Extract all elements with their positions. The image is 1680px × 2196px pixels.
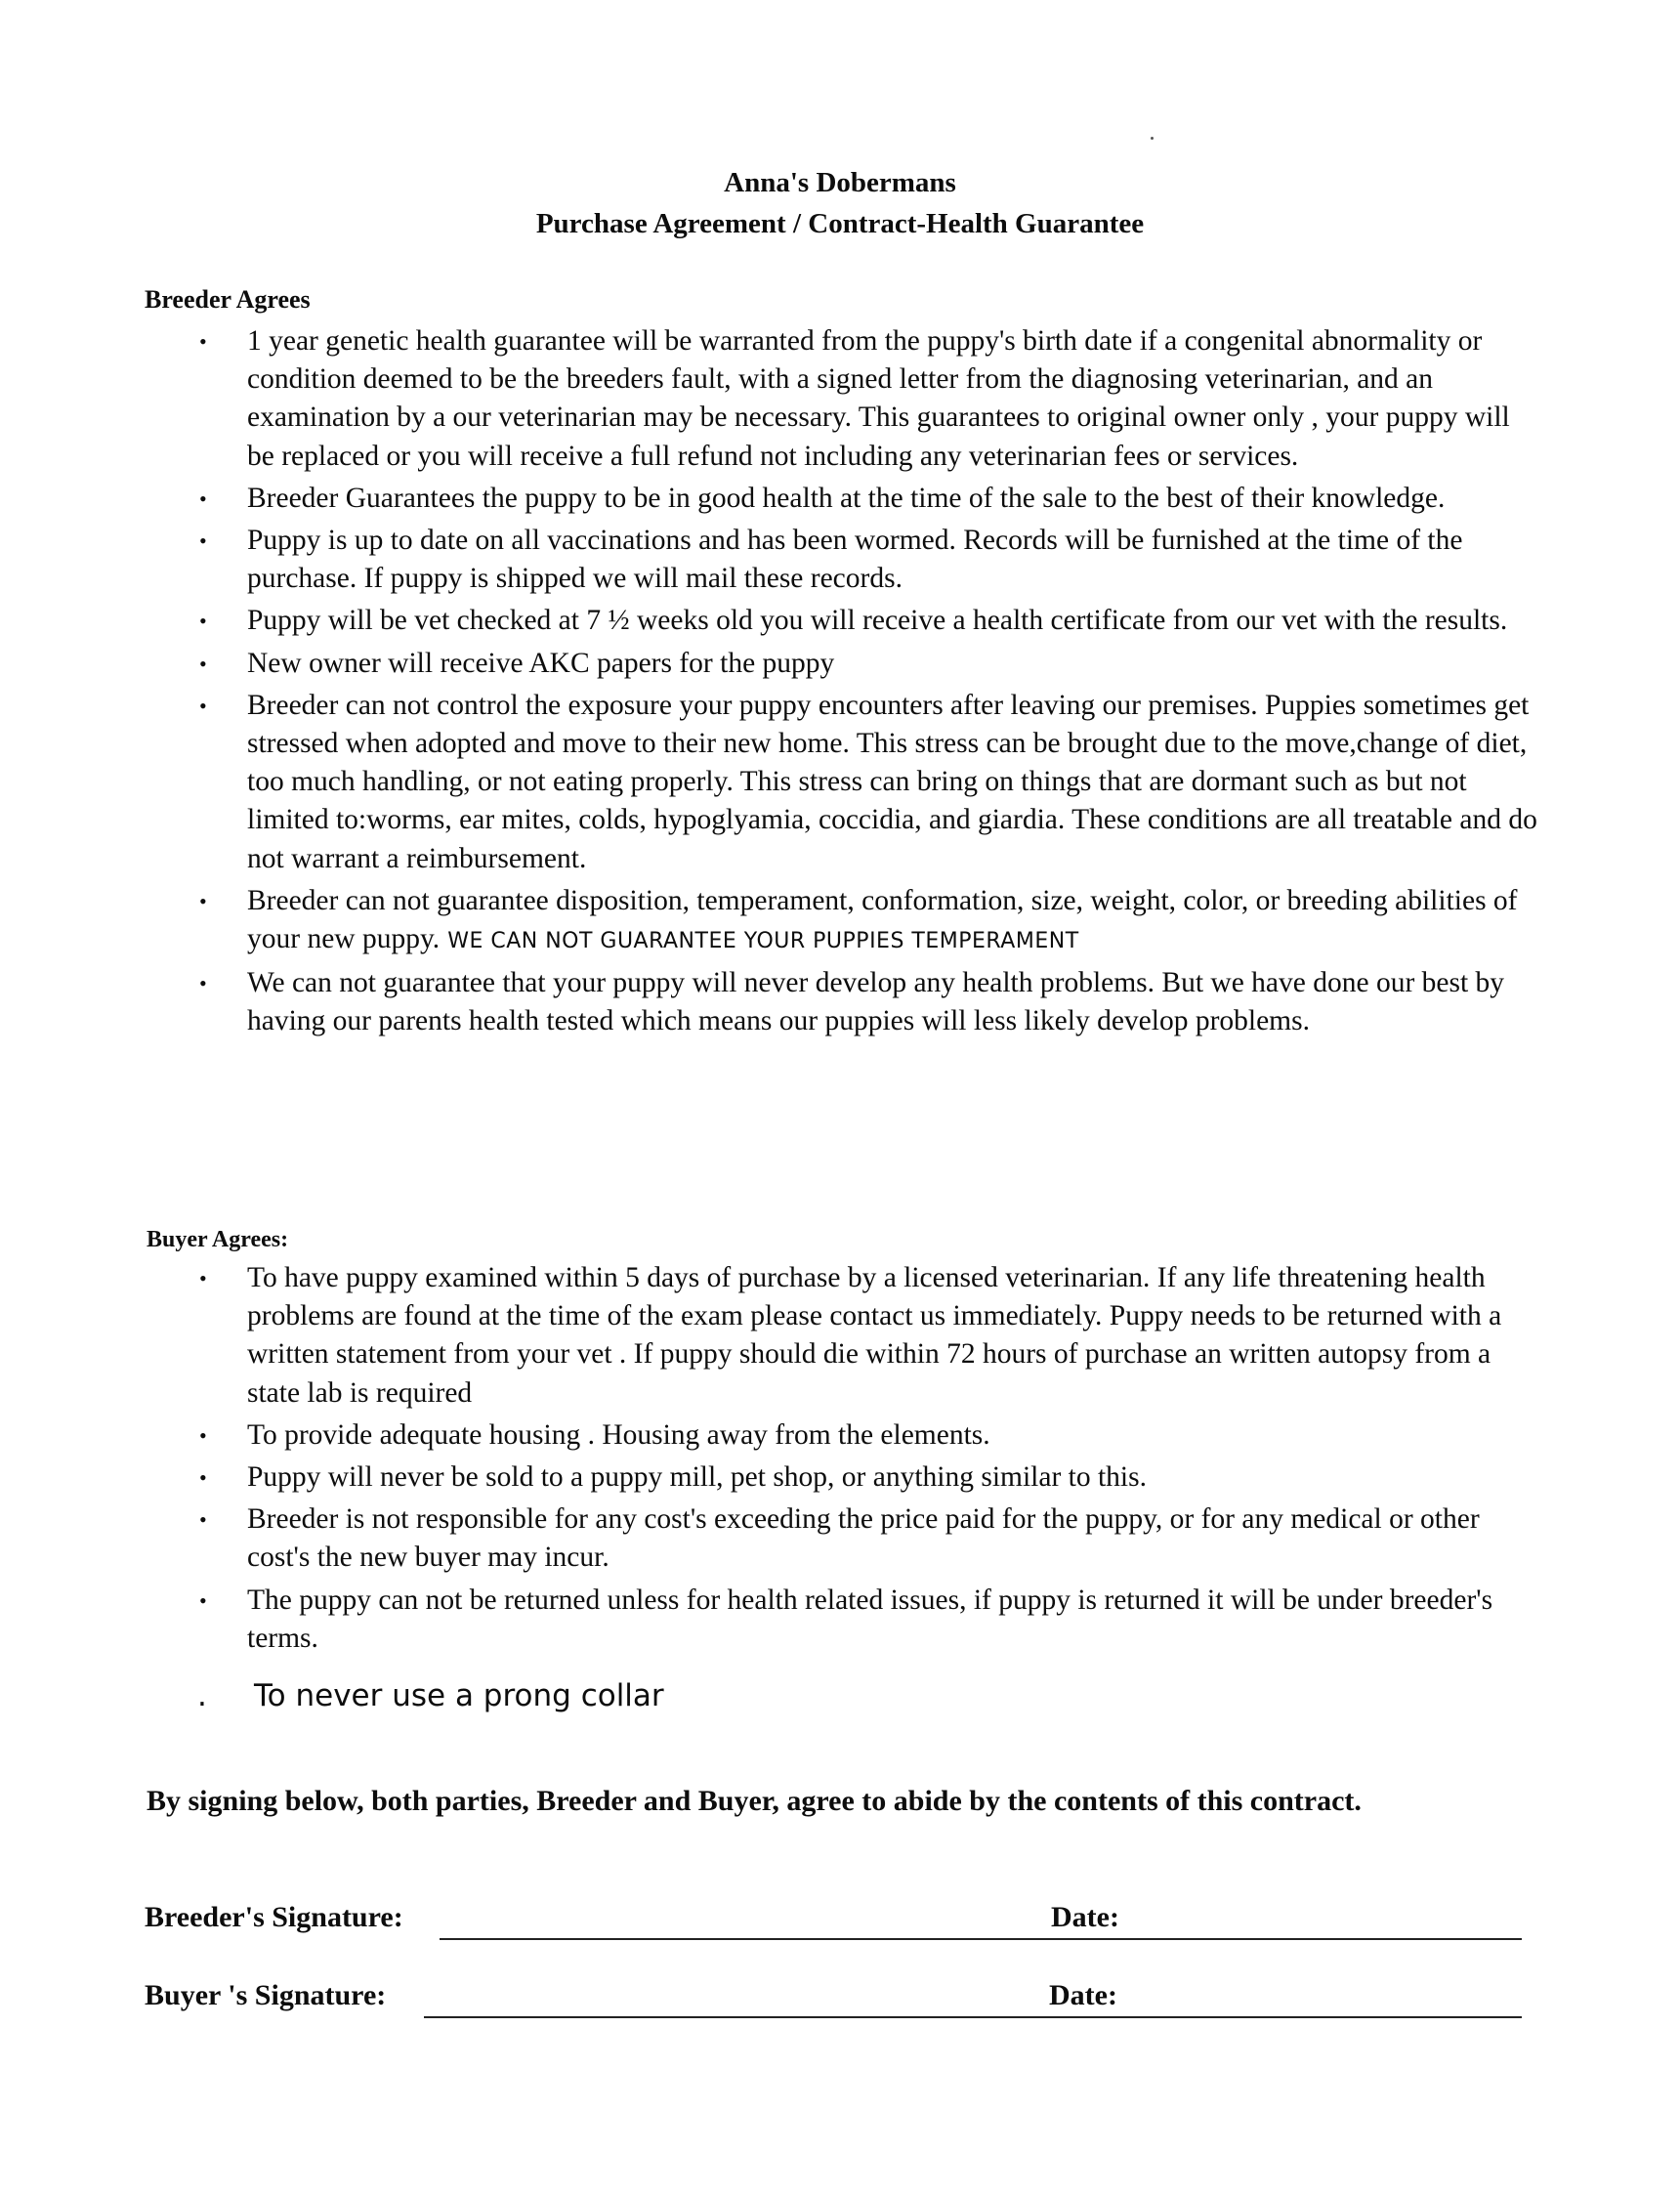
bullet-icon: • bbox=[199, 609, 207, 634]
document-title: Purchase Agreement / Contract-Health Guarantee bbox=[535, 208, 1145, 239]
document-header bbox=[0, 162, 1680, 244]
list-item-text: Breeder is not responsible for any cost's exceeding the price paid for the puppy, or for any medical or other cost's the new buyer may incur. bbox=[247, 1503, 1480, 1574]
list-item bbox=[156, 1416, 1543, 1455]
list-item-text: Breeder can not control the exposure your puppy encounters after leaving our premises. Puppies sometimes get stressed when adopted and move to their new home. This stress can be brought due to the move,change of diet, too much handling, or not eating properly. This stress can bring on things that are dormant such as but not limited to:worms, ear mites, colds, hypoglyamia, coccidia, and giardia. These conditions are all treatable and do not warrant a reimbursement. bbox=[247, 689, 1537, 874]
list-item bbox=[156, 322, 1543, 476]
bullet-icon: • bbox=[199, 888, 207, 913]
breeder-section-heading: Breeder Agrees bbox=[145, 285, 311, 314]
list-item bbox=[156, 882, 1543, 960]
bullet-icon: • bbox=[199, 1422, 207, 1448]
list-item-text: New owner will receive AKC papers for the puppy bbox=[247, 647, 835, 679]
agreement-statement: By signing below, both parties, Breeder and Buyer, agree to abide by the contents of this contract. bbox=[147, 1785, 1362, 1817]
list-item-text: Puppy will never be sold to a puppy mill, pet shop, or anything similar to this. bbox=[247, 1461, 1147, 1494]
list-item bbox=[156, 1259, 1543, 1413]
buyer-section-heading: Buyer Agrees: bbox=[147, 1227, 289, 1252]
buyer-signature-label: Buyer 's Signature: bbox=[145, 1979, 387, 2011]
buyer-terms-list bbox=[156, 1259, 1543, 1662]
buyer-date-label: Date: bbox=[1049, 1979, 1117, 2011]
list-item bbox=[156, 964, 1543, 1040]
bullet-icon: • bbox=[199, 1587, 207, 1613]
list-item-text: To provide adequate housing . Housing away from the elements. bbox=[247, 1418, 990, 1451]
buyer-date-line[interactable] bbox=[1127, 2016, 1522, 2018]
list-item bbox=[156, 480, 1543, 518]
list-item bbox=[156, 687, 1543, 878]
list-item-text: Breeder Guarantees the puppy to be in good health at the time of the sale to the best of their knowledge. bbox=[247, 482, 1446, 514]
buyer-signature-line[interactable] bbox=[424, 2016, 1192, 2018]
list-item bbox=[156, 1500, 1543, 1577]
list-item bbox=[156, 522, 1543, 598]
breeder-signature-line[interactable] bbox=[440, 1938, 1192, 1940]
list-item-text: Puppy is up to date on all vaccinations and has been wormed. Records will be furnished at the time of the purchase. If puppy is shipped we will mail these records. bbox=[247, 525, 1463, 595]
list-item-text: Breeder can not guarantee disposition, temperament, conformation, size, weight, color, or breeding abilities of your new puppy. bbox=[247, 884, 1518, 955]
bullet-icon: • bbox=[199, 971, 207, 996]
list-item bbox=[156, 1582, 1543, 1658]
list-item bbox=[156, 645, 1543, 683]
buyer-signature-row bbox=[145, 1979, 1522, 2026]
list-item bbox=[156, 602, 1543, 640]
dot-icon: . bbox=[197, 1678, 207, 1713]
breeder-date-line[interactable] bbox=[1129, 1938, 1522, 1940]
bullet-icon: • bbox=[199, 528, 207, 554]
prong-collar-text: To never use a prong collar bbox=[254, 1678, 664, 1713]
bullet-icon: • bbox=[199, 1266, 207, 1290]
list-item-text: Puppy will be vet checked at 7 ½ weeks old you will receive a health certificate from our vet with the results. bbox=[247, 605, 1508, 637]
list-item-text: We can not guarantee that your puppy will never develop any health problems. But we have done our best by having our parents health tested which means our puppies will less likely develop problems. bbox=[247, 967, 1505, 1037]
bullet-icon: • bbox=[199, 329, 207, 354]
list-item-text: 1 year genetic health guarantee will be warranted from the puppy's birth date if a congenital abnormality or condition deemed to be the breeders fault, with a signed letter from the diagnosing veterinarian, and an examination by a our veterinarian may be necessary. This guarantees to original owner only , your puppy will be replaced or you will receive a full refund not including any veterinarian fees or services. bbox=[247, 325, 1510, 472]
stray-mark bbox=[1151, 137, 1154, 140]
list-item-text: To have puppy examined within 5 days of purchase by a licensed veterinarian. If any life threatening health problems are found at the time of the exam please contact us immediately. Puppy needs to be returned with a written statement from your vet . If puppy should die within 72 hours of purchase an written autopsy from a state lab is required bbox=[247, 1262, 1502, 1409]
list-item-text: The puppy can not be returned unless for health related issues, if puppy is returned it will be under breeder's terms. bbox=[247, 1584, 1493, 1654]
temperament-note: WE CAN NOT GUARANTEE YOUR PUPPIES TEMPERAMENT bbox=[447, 929, 1079, 954]
breeder-date-label: Date: bbox=[1051, 1901, 1119, 1933]
business-name: Anna's Dobermans bbox=[724, 167, 956, 198]
breeder-signature-label: Breeder's Signature: bbox=[145, 1901, 403, 1933]
bullet-icon: • bbox=[199, 693, 207, 718]
breeder-terms-list bbox=[156, 322, 1543, 1045]
bullet-icon: • bbox=[199, 486, 207, 511]
bullet-icon: • bbox=[199, 1507, 207, 1533]
bullet-icon: • bbox=[199, 651, 207, 676]
list-item bbox=[156, 1458, 1543, 1497]
breeder-signature-row bbox=[145, 1901, 1522, 1948]
bullet-icon: • bbox=[199, 1465, 207, 1491]
